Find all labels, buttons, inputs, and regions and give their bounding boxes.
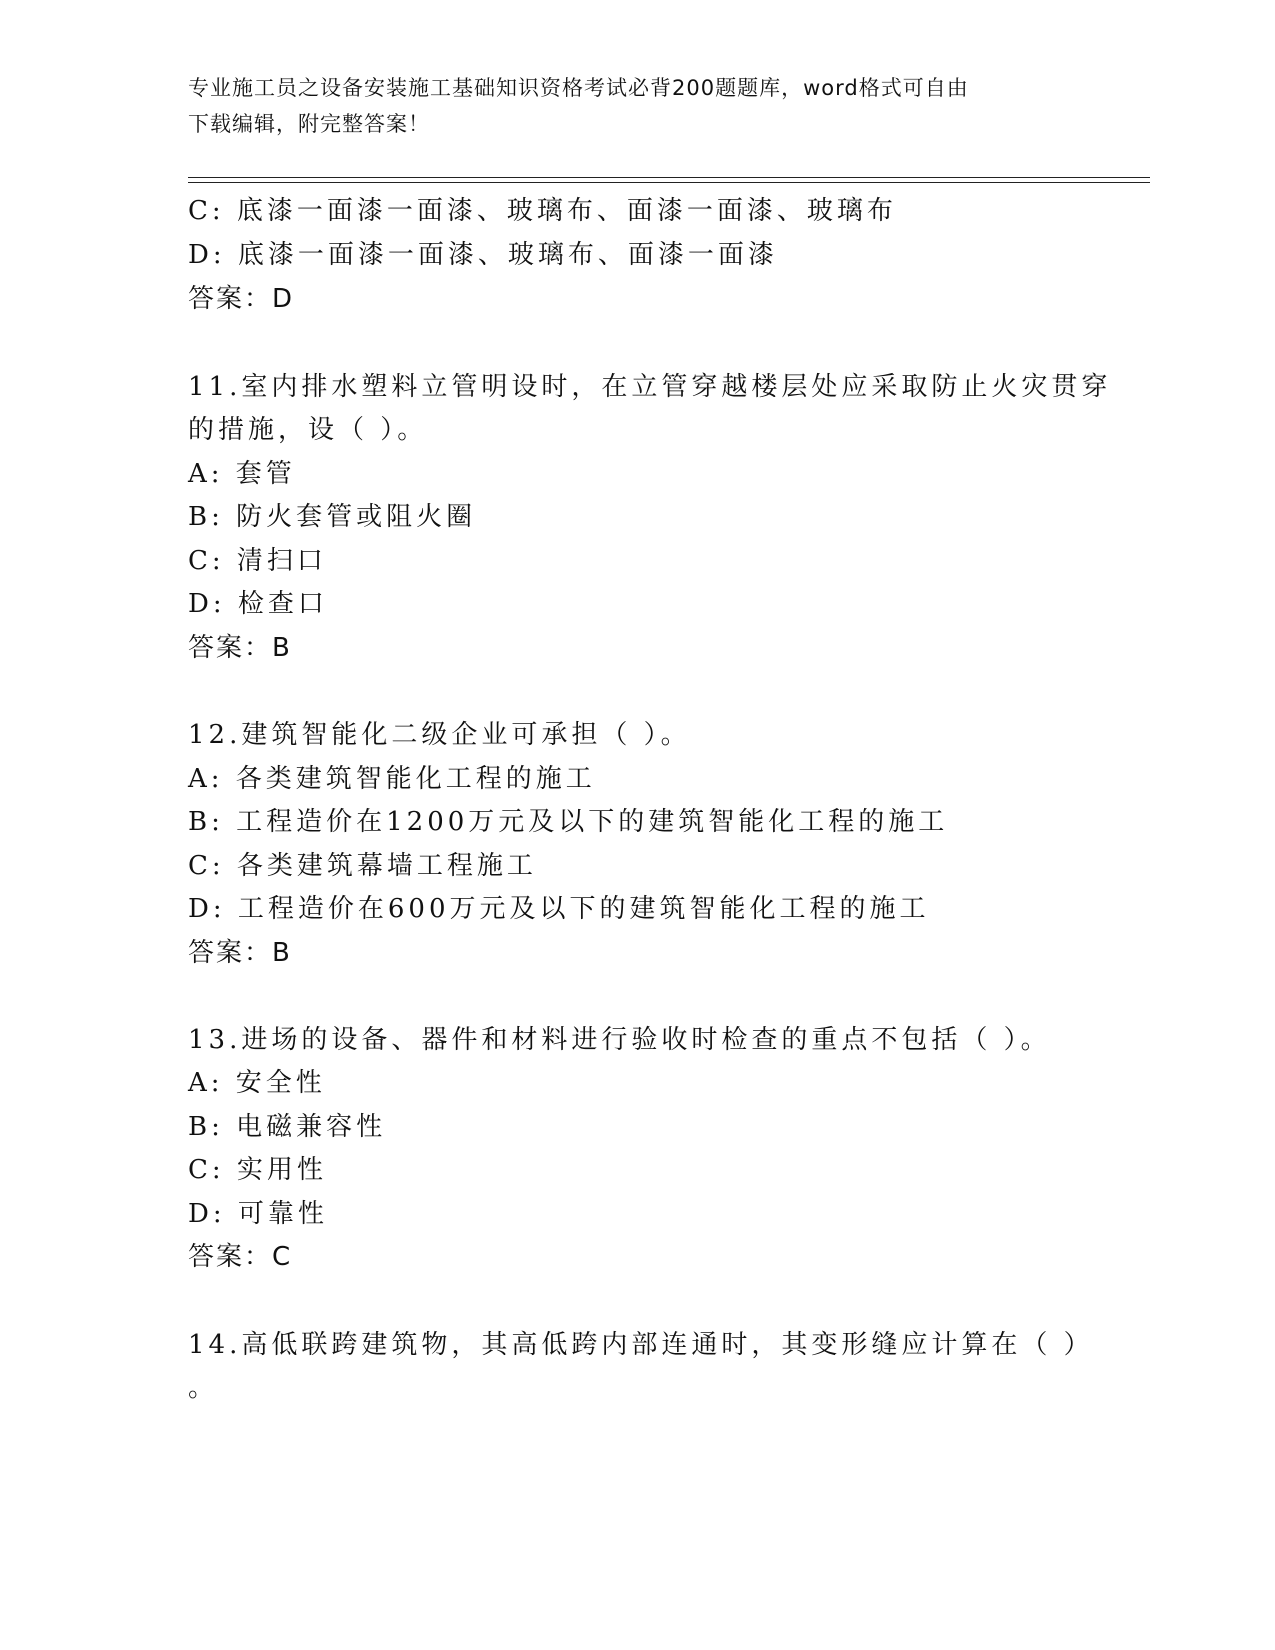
q12-option-b: B: 工程造价在1200万元及以下的建筑智能化工程的施工 xyxy=(188,807,949,837)
q12-stem-line-1: 12.建筑智能化二级企业可承担（ ）。 xyxy=(188,720,691,750)
q11-answer xyxy=(188,627,290,664)
answer-value: D xyxy=(272,284,293,314)
prev-option-d: D: 底漆一面漆一面漆、玻璃布、面漆一面漆 xyxy=(188,240,778,270)
answer-label: 答案： xyxy=(188,284,273,314)
q11-option-a: A: 套管 xyxy=(188,459,296,489)
document-header xyxy=(188,70,1088,142)
q12-option-c: C: 各类建筑幕墙工程施工 xyxy=(188,851,537,881)
answer-label: 答案： xyxy=(188,1242,273,1272)
header-divider-bottom xyxy=(188,182,1150,183)
header-title-line-1: 专业施工员之设备安装施工基础知识资格考试必背200题题库，word格式可自由 xyxy=(188,76,969,100)
answer-value: B xyxy=(272,938,290,968)
q11-stem-line-2: 的措施，设（ ）。 xyxy=(188,415,428,445)
answer-value: B xyxy=(272,633,290,663)
answer-label: 答案： xyxy=(188,633,273,663)
header-title-line-2: 下载编辑，附完整答案！ xyxy=(188,112,430,136)
q13-option-a: A: 安全性 xyxy=(188,1068,326,1098)
answer-label: 答案： xyxy=(188,938,273,968)
q12-answer xyxy=(188,932,290,969)
q11-option-c: C: 清扫口 xyxy=(188,546,327,576)
prev-answer xyxy=(188,278,292,315)
q14-stem-line-2: 。 xyxy=(188,1373,219,1403)
q13-answer xyxy=(188,1236,290,1273)
q12-option-a: A: 各类建筑智能化工程的施工 xyxy=(188,764,596,794)
header-divider-top xyxy=(188,177,1150,178)
q14-stem-line-1: 14.高低联跨建筑物，其高低跨内部连通时，其变形缝应计算在（ ） xyxy=(188,1330,1094,1360)
q13-option-b: B: 电磁兼容性 xyxy=(188,1112,387,1142)
q11-stem-line-1: 11.室内排水塑料立管明设时，在立管穿越楼层处应采取防止火灾贯穿 xyxy=(188,372,1112,402)
q11-option-d: D: 检查口 xyxy=(188,589,328,619)
q13-option-c: C: 实用性 xyxy=(188,1155,327,1185)
q11-option-b: B: 防火套管或阻火圈 xyxy=(188,502,477,532)
q13-stem-line-1: 13.进场的设备、器件和材料进行验收时检查的重点不包括（ ）。 xyxy=(188,1025,1051,1055)
q12-option-d: D: 工程造价在600万元及以下的建筑智能化工程的施工 xyxy=(188,894,930,924)
prev-option-c: C: 底漆一面漆一面漆、玻璃布、面漆一面漆、玻璃布 xyxy=(188,196,897,226)
q13-option-d: D: 可靠性 xyxy=(188,1199,328,1229)
answer-value: C xyxy=(272,1242,291,1272)
